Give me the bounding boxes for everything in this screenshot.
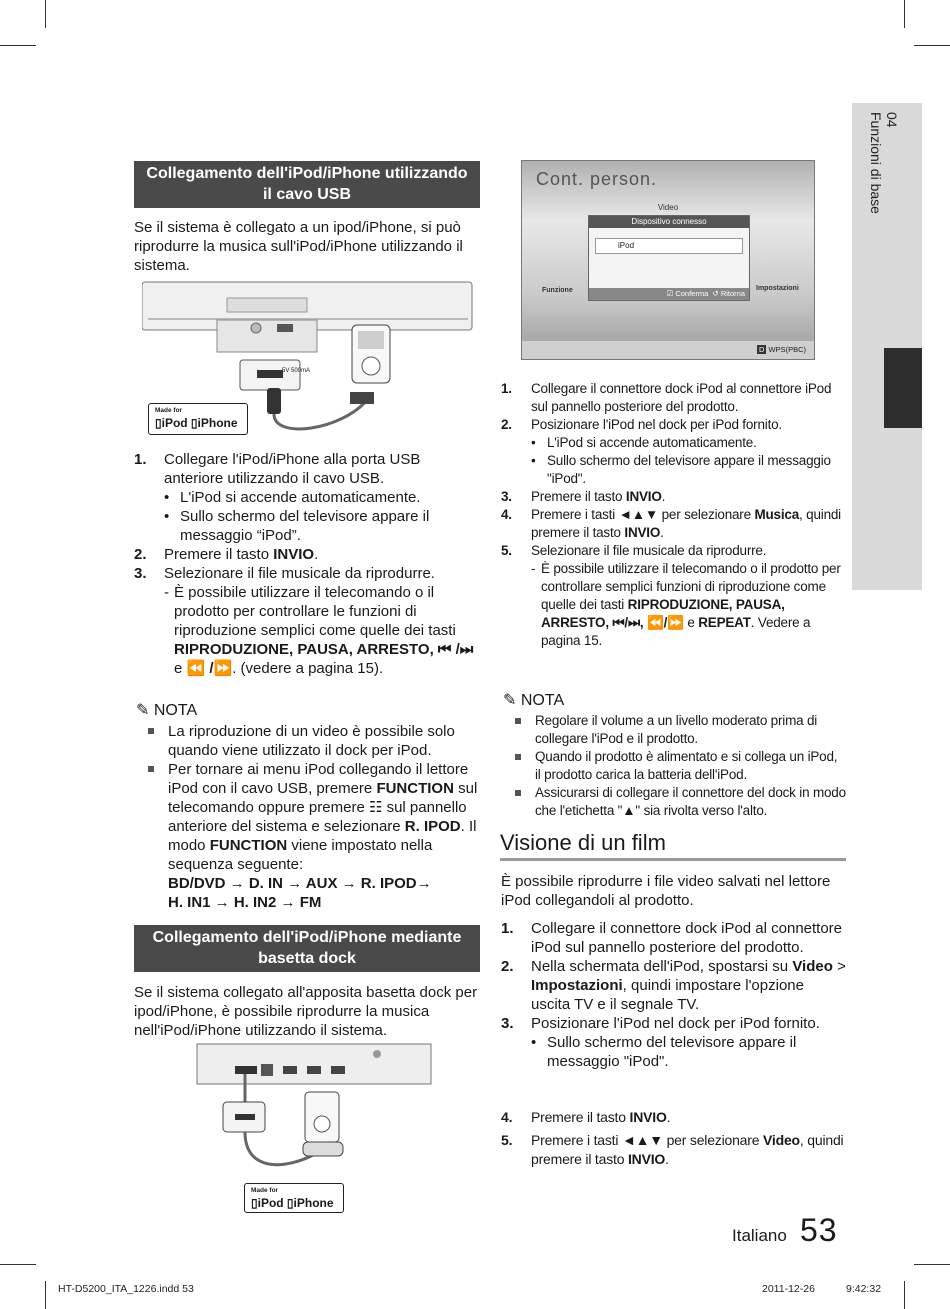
- crop-mark: [904, 0, 905, 28]
- crop-mark: [904, 1281, 905, 1309]
- dialog-footer: ☑ Conferma ↺ Ritorna: [589, 288, 749, 300]
- return-icon: ↺: [712, 289, 719, 298]
- print-file: HT-D5200_ITA_1226.indd 53: [58, 1283, 194, 1295]
- step-2: 2. Nella schermata dell'iPod, spostarsi su Video > Impostazioni, quindi impostare l'opzione uscita TV e il segnale TV.: [501, 958, 846, 1013]
- note-heading: ✎ NOTA: [136, 702, 198, 719]
- chapter-number: 04: [884, 112, 900, 128]
- section-usb-heading: Collegamento dell'iPod/iPhone utilizzando il cavo USB: [134, 161, 480, 208]
- menu-video: Video: [657, 203, 679, 212]
- note-heading: ✎ NOTA: [503, 692, 565, 709]
- step-2: 2. Premere il tasto INVIO.: [134, 546, 319, 563]
- pencil-icon: ✎: [136, 702, 150, 719]
- dock-connection-illustration: [195, 1042, 435, 1182]
- step-1: 1. Collegare il connettore dock iPod al connettore iPod sul pannello posteriore del prodotto.: [501, 381, 832, 414]
- chapter-title: Funzioni di base: [868, 112, 884, 214]
- function-sequence: BD/DVD → D. IN → AUX → R. IPOD→: [168, 875, 432, 892]
- crop-mark: [914, 1264, 950, 1265]
- note-item: La riproduzione di un video è possibile solo quando viene utilizzato il dock per iPod.: [134, 722, 480, 760]
- settings-label: Impostazioni: [756, 285, 799, 292]
- function-label: Funzione: [542, 287, 573, 294]
- visione-heading: Visione di un film: [500, 830, 666, 855]
- step-2-bullet: • L'iPod si accende automaticamente.: [531, 435, 757, 450]
- dock-notes: [501, 712, 846, 820]
- screen-title: Cont. person.: [536, 169, 658, 189]
- step-1-bullet: • L'iPod si accende automaticamente.: [164, 489, 421, 506]
- usb-steps: [134, 450, 480, 678]
- crop-mark: [45, 1281, 46, 1309]
- visione-steps-cont: [501, 1108, 846, 1169]
- made-for-ipod-logo: Made for ▯iPod ▯iPhone: [244, 1183, 344, 1213]
- usb-notes: [134, 722, 480, 912]
- usb-label: 5V 500mA: [282, 368, 311, 374]
- crop-mark: [914, 45, 950, 46]
- step-1: 1. Collegare l'iPod/iPhone alla porta USB anteriore utilizzando il cavo USB.: [134, 451, 421, 487]
- note-item: Regolare il volume a un livello moderato prima di collegare l'iPod e il prodotto.: [501, 712, 846, 748]
- step-2-bullet: • Sullo schermo del televisore appare il messaggio "iPod".: [531, 453, 831, 486]
- dialog-title: Dispositivo connesso: [589, 216, 749, 228]
- visione-intro: È possibile riprodurre i file video salvati nel lettore iPod collegandoli al prodotto.: [501, 873, 831, 909]
- crop-mark: [45, 0, 46, 28]
- step-3-bullet: • Sullo schermo del televisore appare il messaggio "iPod".: [531, 1034, 797, 1070]
- step-2: 2. Posizionare l'iPod nel dock per iPod fornito.: [501, 417, 782, 432]
- step-5: 5. Premere i tasti ◄▲▼ per selezionare Video, quindi premere il tasto INVIO.: [501, 1132, 844, 1167]
- tv-screen-illustration: [521, 160, 815, 360]
- step-5: 5. Selezionare il file musicale da riprodurre.: [501, 543, 767, 558]
- print-time: 9:42:32: [846, 1283, 882, 1295]
- page-number: 53: [800, 1212, 838, 1248]
- note-item: Assicurarsi di collegare il connettore del dock in modo che l'etichetta "▲" sia rivolta verso l'alto.: [501, 784, 846, 820]
- step-1: 1. Collegare il connettore dock iPod al connettore iPod sul pannello posteriore del prodotto.: [501, 920, 843, 956]
- step-5-detail: - È possibile utilizzare il telecomando o il prodotto per controllare semplici funzioni di riproduzione come quelle dei tasti RIPRODUZIONE, PAUSA, ARRESTO, ⏮/⏭, ⏪/⏩ e REPEAT. Vedere a pagina 15.: [531, 561, 841, 648]
- footer-language: Italiano: [732, 1226, 787, 1245]
- screen-footer: D WPS(PBC): [522, 341, 814, 359]
- step-3: 3. Selezionare il file musicale da riprodurre.: [134, 565, 435, 582]
- note-item: Quando il prodotto è alimentato e si collega un iPod, il prodotto carica la batteria dell'iPod.: [501, 748, 846, 784]
- dialog-item-ipod[interactable]: iPod: [595, 238, 743, 254]
- heading-rule: [500, 858, 846, 861]
- dock-steps: [501, 380, 846, 650]
- chapter-tab-marker: [884, 348, 922, 428]
- crop-mark: [0, 45, 36, 46]
- visione-steps: [501, 919, 846, 1071]
- made-for-ipod-logo: Made for ▯iPod ▯iPhone: [148, 403, 248, 435]
- print-date: 2011-12-26: [762, 1283, 815, 1295]
- crop-mark: [0, 1264, 36, 1265]
- pencil-icon: ✎: [503, 692, 517, 709]
- step-4: 4. Premere i tasti ◄▲▼ per selezionare Musica, quindi premere il tasto INVIO.: [501, 507, 841, 540]
- section-dock-intro: Se il sistema collegato all'apposita basetta dock per ipod/iPhone, è possibile riprodurre la musica nell'iPod/iPhone utilizzando il sistema.: [134, 984, 478, 1039]
- section-dock-heading: Collegamento dell'iPod/iPhone mediante basetta dock: [134, 925, 480, 972]
- step-4: 4. Premere il tasto INVIO.: [501, 1109, 671, 1125]
- function-sequence: H. IN1 → H. IN2 → FM: [168, 894, 322, 911]
- step-3: 3. Premere il tasto INVIO.: [501, 489, 666, 504]
- step-3-detail: - È possibile utilizzare il telecomando o il prodotto per controllare le funzioni di riproduzione semplici come quelle dei tasti RIPRODUZIONE, PAUSA, ARRESTO, ⏮ /⏭ e ⏪ /⏩. (vedere a pagina 15).: [164, 584, 474, 677]
- section-usb-intro: Se il sistema è collegato a un ipod/iPhone, si può riprodurre la musica sull'iPod/iPhone utilizzando il sistema.: [134, 219, 463, 274]
- chapter-label: [868, 112, 900, 352]
- step-3: 3. Posizionare l'iPod nel dock per iPod fornito.: [501, 1015, 820, 1032]
- device-dialog: [588, 215, 750, 301]
- step-1-bullet: • Sullo schermo del televisore appare il messaggio “iPod”.: [164, 508, 430, 544]
- note-item: Per tornare ai menu iPod collegando il lettore iPod con il cavo USB, premere FUNCTION sul telecomando oppure premere ☷ sul pannello anteriore del sistema e selezionare R. IPOD. Il modo FUNCTION viene impostato nella sequenza seguente: BD/DVD → D. IN → AUX → R. IPOD→ H. IN1 → H. IN2 → FM: [134, 760, 480, 912]
- confirm-icon: ☑: [666, 289, 674, 298]
